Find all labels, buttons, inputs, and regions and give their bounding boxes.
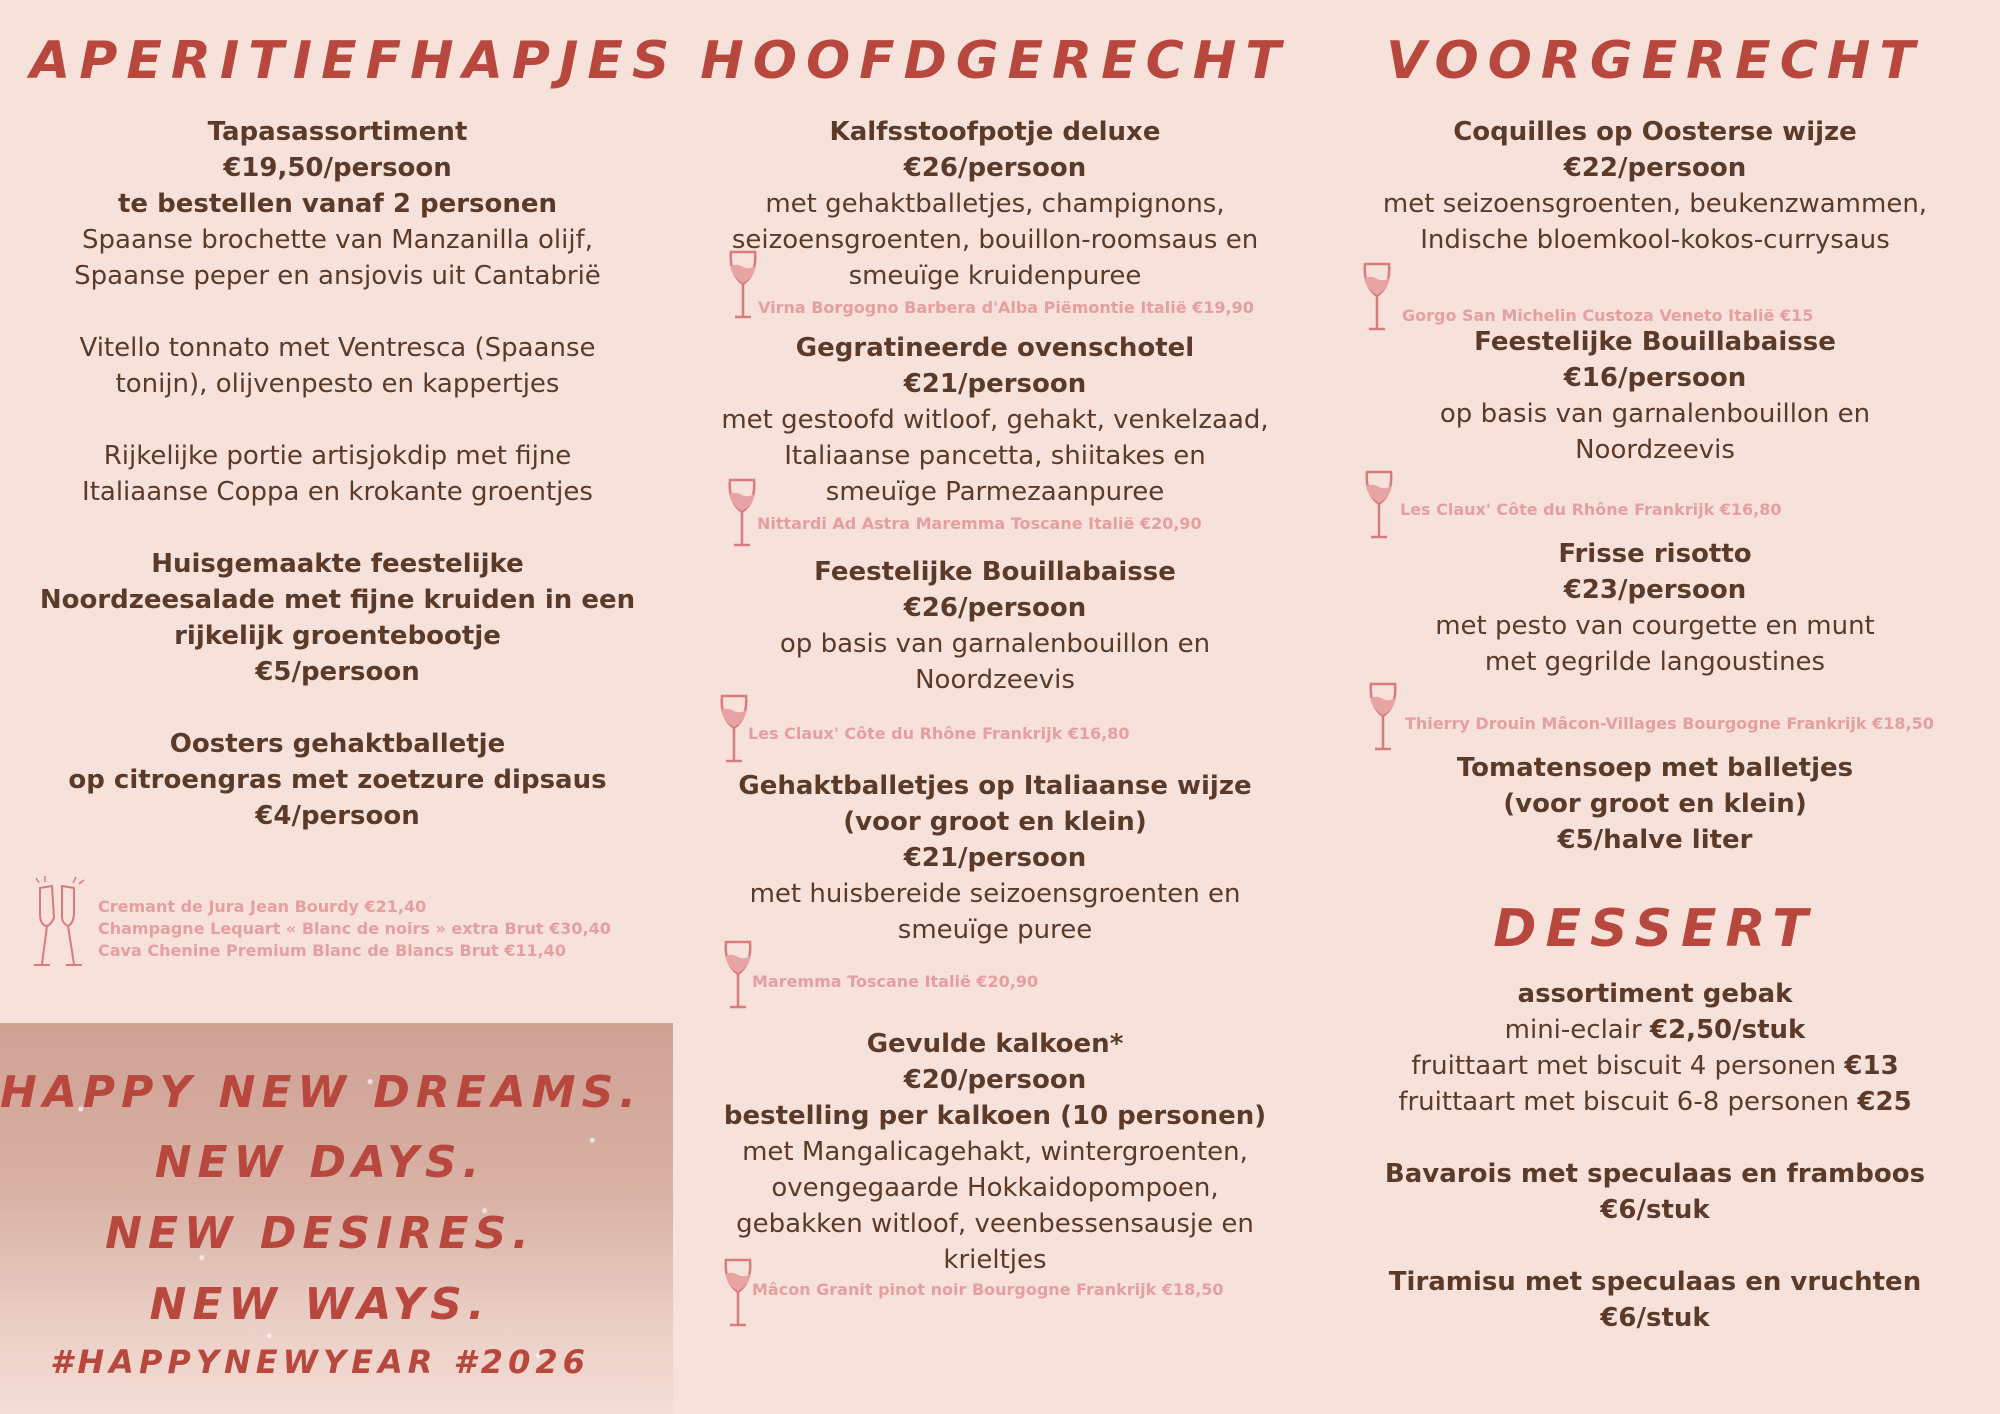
- dish-desc: Italiaanse pancetta, shiitakes en: [784, 441, 1206, 471]
- dish-desc: Indische bloemkool-kokos-currysaus: [1420, 225, 1890, 255]
- wine-pairing: [680, 694, 1310, 768]
- dish-coquilles: [1345, 114, 1965, 324]
- dish-desc: Spaanse peper en ansjovis uit Cantabrië: [74, 261, 601, 291]
- dish-desc: tonijn), olijvenpesto en kappertjes: [115, 369, 560, 399]
- wine-text: Les Claux' Côte du Rhône Frankrijk €16,80: [1400, 500, 1782, 519]
- dish-note: bestelling per kalkoen (10 personen): [723, 1101, 1267, 1131]
- dish-title: Feestelijke Bouillabaisse: [814, 557, 1176, 587]
- dish-gehaktballetjes-italiaans: [680, 768, 1310, 1026]
- wine-text: Mâcon Granit pinot noir Bourgogne Frankrijk €18,50: [752, 1280, 1224, 1299]
- dish-title: Huisgemaakte feestelijke: [151, 549, 524, 579]
- bubbles-wine-list: [30, 874, 645, 974]
- dish-price: €21/persoon: [903, 369, 1087, 399]
- dish-salade: [30, 546, 645, 690]
- wine-glass-icon: [726, 478, 758, 548]
- dessert-price: €6/stuk: [1600, 1195, 1710, 1225]
- wine-glass-icon: [1363, 470, 1395, 540]
- dish-note: te bestellen vanaf 2 personen: [117, 189, 558, 219]
- dish-price: €4/persoon: [255, 801, 420, 831]
- dish-gevulde-kalkoen: [680, 1026, 1310, 1328]
- dish-gehaktballetje: [30, 726, 645, 834]
- wine-text: Virna Borgogno Barbera d'Alba Piëmontie Italië €19,90: [758, 298, 1254, 317]
- dish-desc: gebakken witloof, veenbessensausje en: [736, 1209, 1254, 1239]
- dish-desc: met seizoensgroenten, beukenzwammen,: [1382, 189, 1928, 219]
- dish-desc: op basis van garnalenbouillon en: [1439, 399, 1871, 429]
- dessert-title: assortiment gebak: [1517, 979, 1793, 1009]
- wine-pairing: [680, 478, 1310, 554]
- dish-desc: Vitello tonnato met Ventresca (Spaanse: [79, 333, 596, 363]
- dish-price: €23/persoon: [1563, 575, 1747, 605]
- dessert-item: mini-eclair €2,50/stuk: [1504, 1015, 1806, 1045]
- wine-text: Maremma Toscane Italië €20,90: [752, 972, 1039, 991]
- dish-title: Gegratineerde ovenschotel: [795, 333, 1195, 363]
- wine-pairing: [1345, 262, 1965, 324]
- dish-price: €26/persoon: [903, 593, 1087, 623]
- dish-title: Kalfsstoofpotje deluxe: [829, 117, 1161, 147]
- wine-glass-icon: [718, 694, 750, 764]
- dish-price: €5/persoon: [255, 657, 420, 687]
- wine-pairing: [680, 1258, 1310, 1328]
- voorgerecht-section: [1345, 0, 1965, 1336]
- wine-item: Cremant de Jura Jean Bourdy €21,40: [98, 897, 427, 916]
- dish-desc: met gehaktballetjes, champignons,: [765, 189, 1225, 219]
- banner-line: HAPPY NEW DREAMS.: [0, 1067, 642, 1118]
- champagne-glasses-icon: [30, 874, 90, 974]
- wine-glass-icon: [1367, 682, 1399, 752]
- dish-title: rijkelijk groentebootje: [174, 621, 501, 651]
- dessert-price: €6/stuk: [1600, 1303, 1710, 1333]
- dish-price: €16/persoon: [1563, 363, 1747, 393]
- dish-desc: smeuïge Parmezaanpuree: [825, 477, 1165, 507]
- dessert-heading: DESSERT: [1493, 899, 1817, 959]
- wine-glass-icon: [722, 1258, 754, 1328]
- dish-desc: smeuïge puree: [897, 915, 1093, 945]
- dish-desc: krieltjes: [943, 1245, 1047, 1275]
- banner-line: NEW WAYS.: [149, 1279, 491, 1330]
- wine-item: Champagne Lequart « Blanc de noirs » extra Brut €30,40: [98, 919, 611, 938]
- dish-desc: met pesto van courgette en munt: [1435, 611, 1875, 641]
- voorgerecht-heading: VOORGERECHT: [1386, 31, 1924, 91]
- dish-title: Noordzeesalade met fijne kruiden in een: [39, 585, 636, 615]
- dish-desc: met gegrilde langoustines: [1484, 647, 1826, 677]
- dish-title: Feestelijke Bouillabaisse: [1474, 327, 1836, 357]
- dish-ovenschotel: [680, 330, 1310, 554]
- dish-bouillabaisse-voor: [1345, 324, 1965, 536]
- aperitief-heading: APERITIEFHAPJES: [30, 31, 679, 91]
- dish-desc: Rijkelijke portie artisjokdip met fijne: [103, 441, 572, 471]
- wine-pairing: [1345, 682, 1965, 750]
- dish-frisse-risotto: [1345, 536, 1965, 750]
- hoofdgerecht-heading: HOOFDGERECHT: [700, 31, 1290, 91]
- dish-desc: met gestoofd witloof, gehakt, venkelzaad,: [721, 405, 1269, 435]
- dish-desc: Spaanse brochette van Manzanilla olijf,: [82, 225, 593, 255]
- dish-price: €22/persoon: [1563, 153, 1747, 183]
- dish-desc: smeuïge kruidenpuree: [848, 261, 1142, 291]
- wine-pairing: [680, 250, 1310, 330]
- dish-desc: Noordzeevis: [915, 665, 1075, 695]
- dish-desc: met huisbereide seizoensgroenten en: [749, 879, 1241, 909]
- banner-hashtags: #HAPPYNEWYEAR #2026: [50, 1343, 590, 1381]
- wine-pairing: [1345, 470, 1965, 536]
- dish-title: Frisse risotto: [1558, 539, 1752, 569]
- dish-tomatensoep: [1345, 750, 1965, 858]
- dessert-title: Bavarois met speculaas en framboos: [1384, 1159, 1926, 1189]
- dish-title: Coquilles op Oosterse wijze: [1453, 117, 1857, 147]
- wine-text: Thierry Drouin Mâcon-Villages Bourgogne Frankrijk €18,50: [1405, 714, 1934, 733]
- dish-desc: ovengegaarde Hokkaidopompoen,: [771, 1173, 1219, 1203]
- dessert-title: Tiramisu met speculaas en vruchten: [1388, 1267, 1922, 1297]
- dish-title: Tomatensoep met balletjes: [1456, 753, 1854, 783]
- wine-text: Gorgo San Michelin Custoza Veneto Italië €15: [1402, 306, 1814, 325]
- wine-pairing: [680, 940, 1310, 1026]
- hoofdgerecht-section: [680, 0, 1310, 1328]
- dish-title: Tapasassortiment: [207, 117, 468, 147]
- dish-price: €20/persoon: [903, 1065, 1087, 1095]
- dish-price: €5/halve liter: [1557, 825, 1753, 855]
- wine-item: Cava Chenine Premium Blanc de Blancs Brut €11,40: [98, 941, 566, 960]
- new-year-banner: [0, 1023, 673, 1414]
- dish-title: Gevulde kalkoen*: [866, 1029, 1124, 1059]
- dish-desc: seizoensgroenten, bouillon-roomsaus en: [731, 225, 1259, 255]
- wine-glass-icon: [1361, 262, 1393, 332]
- dessert-item: fruittaart met biscuit 6-8 personen €25: [1398, 1087, 1912, 1117]
- wine-text: Nittardi Ad Astra Maremma Toscane Italië €20,90: [757, 514, 1202, 533]
- wine-glass-icon: [727, 250, 759, 320]
- dish-desc: Italiaanse Coppa en krokante groentjes: [82, 477, 593, 507]
- dish-title: Oosters gehaktballetje: [169, 729, 506, 759]
- dish-price: €19,50/persoon: [223, 153, 452, 183]
- dish-price: €21/persoon: [903, 843, 1087, 873]
- dish-title: op citroengras met zoetzure dipsaus: [68, 765, 607, 795]
- dessert-list: [1345, 976, 1965, 1336]
- dish-desc: op basis van garnalenbouillon en: [779, 629, 1211, 659]
- dish-tapas: [30, 114, 645, 510]
- banner-line: NEW DAYS.: [154, 1137, 486, 1188]
- aperitief-section: [30, 0, 679, 974]
- dessert-item: fruittaart met biscuit 4 personen €13: [1411, 1051, 1899, 1081]
- banner-line: NEW DESIRES.: [105, 1208, 535, 1259]
- wine-text: Les Claux' Côte du Rhône Frankrijk €16,80: [748, 724, 1130, 743]
- dish-title: Gehaktballetjes op Italiaanse wijze: [738, 771, 1252, 801]
- dish-subtitle: (voor groot en klein): [1503, 789, 1807, 819]
- dish-desc: Noordzeevis: [1575, 435, 1735, 465]
- dish-bouillabaisse: [680, 554, 1310, 768]
- dish-subtitle: (voor groot en klein): [843, 807, 1147, 837]
- wine-glass-icon: [722, 940, 754, 1010]
- dish-kalfsstoofpotje: [680, 114, 1310, 330]
- dish-desc: met Mangalicagehakt, wintergroenten,: [742, 1137, 1248, 1167]
- dish-price: €26/persoon: [903, 153, 1087, 183]
